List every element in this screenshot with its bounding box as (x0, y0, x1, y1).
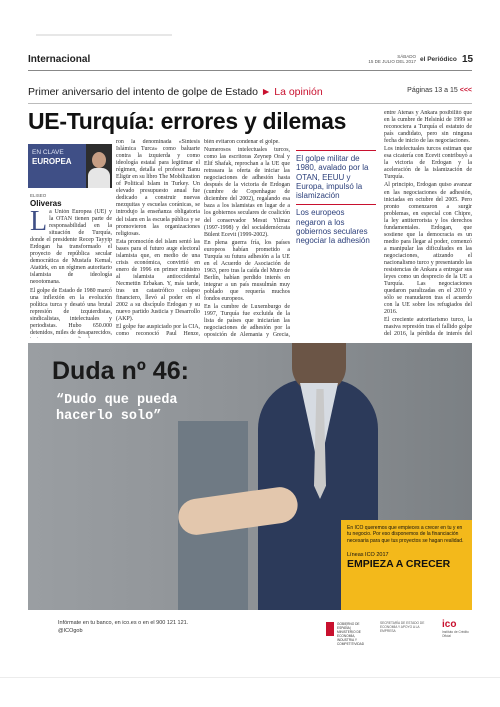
kicker-opinion: La opinión (274, 86, 323, 98)
article-column-2 (116, 139, 200, 338)
page-number: 15 (462, 54, 474, 65)
byline-role: ELISEO (30, 193, 47, 198)
ico-logo-mark: ico (442, 619, 457, 630)
ad-headline: Duda nº 46: (52, 357, 189, 385)
advertisement[interactable] (28, 343, 472, 610)
kicker-divider (28, 103, 472, 104)
paragraph: Los intelectuales turcos estiman que esa cicatería con Ecevit contribuyó a la victoria de Erdogan y la aceleración de la islamización de Turquía. (384, 146, 472, 181)
ad-quote: “Dudo que pueda hacerlo solo” (56, 393, 178, 424)
article-column-1 (30, 209, 112, 338)
headline: UE-Turquía: errores y dilemas (28, 108, 347, 134)
section-title: Internacional (28, 54, 91, 65)
pages-reference (407, 87, 472, 94)
paragraph-text: a Unión Europea (UE) y la OTAN tienen parte de responsabilidad en la situación de Turquía, donde el presidente Recep Tayyip Erdogan ha transformado el proyecto de república secular democrática de Mustafa Kemal, Atatürk, en un régimen autoritario islamista de ideología neootomana. (30, 209, 112, 286)
footer-info (58, 619, 188, 635)
footer-info-line1: Infórmate en tu banco, en ico.es o en el 900 121 121. (58, 620, 189, 626)
government-logo-text: GOBIERNO DE ESPAÑA | MINISTERIO DE ECONOMÍA, INDUSTRIA Y COMPETITIVIDAD (337, 622, 365, 646)
column-badge-line2: EUROPEA (32, 157, 72, 166)
secretariat-logo (380, 621, 434, 637)
pages-text: Páginas 13 a 15 (407, 87, 458, 94)
header-divider (28, 70, 472, 71)
ico-logo (442, 619, 472, 643)
ad-cta: EMPIEZA A CRECER (347, 557, 451, 570)
paragraph: El golpe fue auspiciado por la CIA, como reconoció Paul Henze, (116, 324, 200, 338)
paragraph: Esta promoción del islam sentó las bases para el futuro auge electoral islamista que, en medio de una crisis económica, convirtió en enero de 1996 en primer ministro al islamista antioccidental Necmettin Erbakan. Y, más tarde, tras un catastrófico colapso financiero, llevó al poder en el 2002 a su discípulo Erdogan y su nuevo partido Justicia y Desarrollo (AKP). (116, 238, 200, 323)
government-logo (326, 621, 370, 646)
top-strip (28, 32, 472, 38)
pull-quote-1: El golpe militar de 1980, avalado por la OTAN, EEUU y Europa, impulsó la islamización (296, 154, 369, 201)
kicker-bar (28, 86, 472, 100)
date-label: SÁBADO 15 DE JULIO DEL 2017 (368, 54, 416, 64)
paragraph: entre Atenas y Ankara posibilitó que en la cumbre de Helsinki de 1999 se reconociera a Turquía el estatuto de país candidato, pero sin ninguna fecha de inicio de las negociaciones. (384, 110, 472, 145)
top-strip-bar (36, 34, 172, 36)
pull-quote-2: Los europeos negaron a los gobiernos seculares negociar la adhesión (296, 208, 370, 246)
author-photo (86, 144, 112, 188)
drop-cap: L (30, 209, 48, 237)
article-column-4 (384, 110, 472, 338)
kicker-arrow-icon: ► (260, 86, 272, 98)
paragraph: bién evitaron condenar el golpe. (204, 139, 280, 145)
author-shirt (88, 168, 110, 188)
kicker (28, 86, 323, 98)
page-header (28, 54, 472, 68)
kicker-text: Primer aniversario del intento de golpe de Estado (28, 86, 258, 98)
author-face (92, 152, 106, 168)
pull-quote-rule (296, 204, 376, 205)
article-column-3 (204, 139, 290, 338)
coat-of-arms-icon (326, 622, 334, 636)
secretariat-logo-text: SECRETARÍA DE ESTADO DE ECONOMÍA Y APOYO A LA EMPRESA (380, 621, 425, 633)
ico-logo-text: Instituto de Crédito Oficial (442, 630, 469, 638)
ad-info-box (341, 520, 472, 610)
pull-quotes (296, 150, 376, 250)
paragraph: El golpe de Estado de 1980 marcó una inflexión en la evolución política turca y desató una brutal represión de izquierdistas, sindicalistas, intelectuales y periodistas. Hubo 650.000 detenidos, miles de desaparecidos, (30, 287, 112, 336)
pages-arrows: <<< (459, 87, 472, 94)
column-badge-line1: EN CLAVE (32, 149, 64, 156)
paragraph (30, 209, 112, 287)
paragraph: El creciente autoritarismo turco, la masiva represión tras el fallido golpe del 2016, la pérdida de interés del (384, 317, 472, 338)
pull-quote-rule (296, 150, 376, 151)
ad-body-text: En ICO queremos que empieces a crecer en tu y en tu negocio. Por eso disponemos de la financiación necesaria para que tus proyectos se hagan realidad. (347, 525, 464, 544)
paragraph: Numerosos intelectuales turcos, como las escritoras Zeynep Oral y Elif Shafak, reprochan a la UE que retrasara la oferta de iniciar las negociaciones de adhesión hasta después de la victoria de Erdogan (cumbre de Copenhague de diciembre del 2002), regalando esa baza a los islamistas en lugar de a los gobiernos seculares de coalición del conservador Mesut Yilmaz (1997-1998) y del socialdemócrata Bülent Ecevit (1999-2002). (204, 147, 290, 238)
newspaper-name: el Periódico (420, 56, 457, 63)
paragraph: En la cumbre de Luxemburgo de 1997, Turquía fue excluida de la lista de países que iniciarían las negociaciones de adhesión por la oposición de Alemania y Grecia, (204, 304, 290, 338)
ad-lines-label: Líneas ICO 2017 (347, 551, 389, 558)
paragraph: ron la denominada «Síntesis Islámica Turca» como baluarte contra la izquierda y como ideología estatal para legitimar el régimen, detalla el profesor Banu Eligür en su libro The Mobilization of Political Islam in Turkey. Un elevado presupuesto anual fue dedicado a construir nuevas mezquitas y escuelas coránicas, se introdujo la enseñanza obligatoria del islam en la escuela pública y se promovieron las organizaciones religiosas. (116, 139, 200, 237)
paragraph: Al principio, Erdogan quiso avanzar en las negociaciones de adhesión, iniciadas en octubre del 2005. Pero pronto comenzaron a surgir problemas, en especial con Chipre, la ley antiterrorista y los derechos fundamentales. Erdogan, que sostiene que la democracia es un medio para llegar al poder, comenzó a manipular las dificultades en las negociaciones, atizando el nacionalismo turco y presentando las resistencias de Ankara a entregar sus leyes como un desprecio de la UE a Turquía. Las negociaciones quedaron paralizadas en el 2010 y sólo se reanudaron tras el acuerdo con la UE sobre los refugiados del 2016. (384, 182, 472, 316)
footer-info-line2[interactable]: @ICOgob (58, 628, 83, 634)
ad-footer (28, 615, 472, 655)
byline-name: Oliveras (30, 199, 62, 208)
bottom-divider (0, 677, 500, 678)
paragraph: En plena guerra fría, los países europeos habían prometido a Turquía su futura adhesión a la UE en el Acuerdo de Asociación de 1963, pero tras la caída del Muro de Berlín, habían perdido interés en integrar a un país musulmán muy poblado que requería muchos fondos europeos. (204, 239, 290, 303)
